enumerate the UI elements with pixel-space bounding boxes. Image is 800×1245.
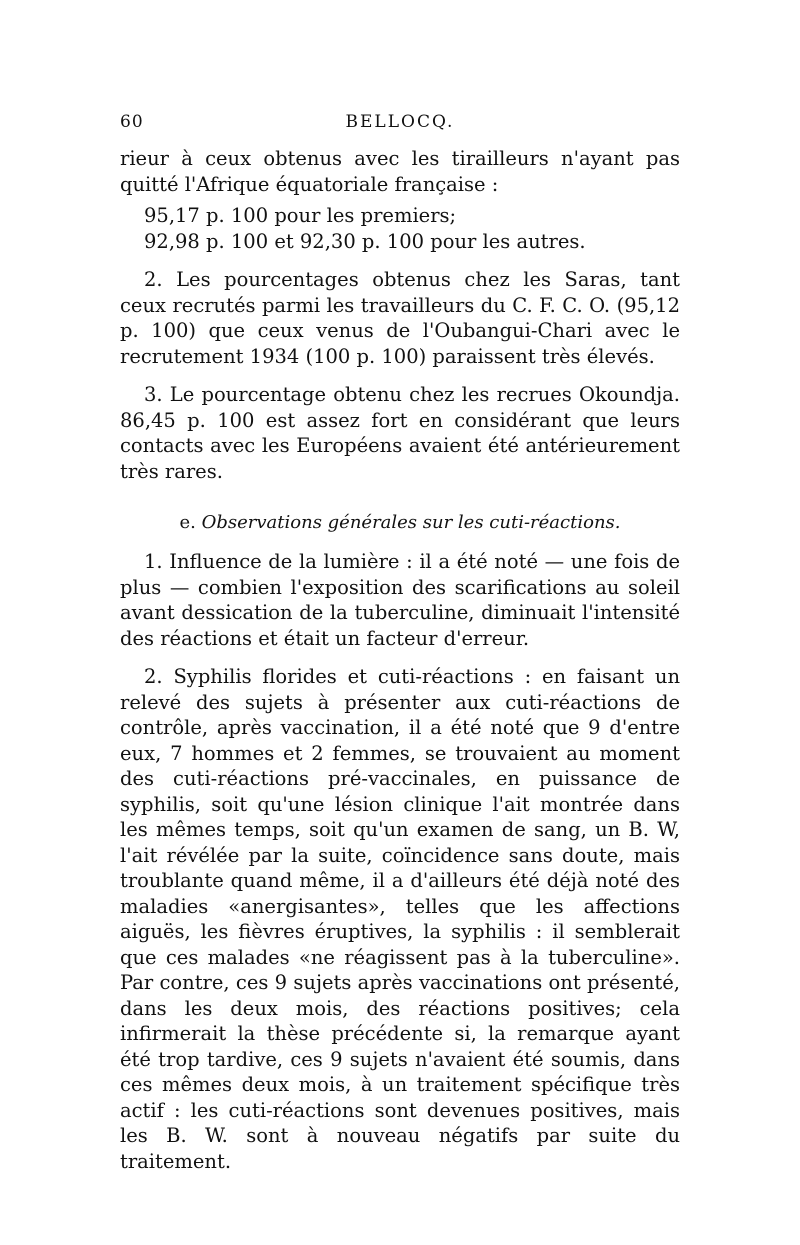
observation-2: 2. Syphilis florides et cuti-réactions : en faisant un relevé des sujets à présenter aux cuti-réactions de contrôle, après vaccination, il a été noté que 9 d'entre eux, 7 hommes et 2 femmes, se trouvaient au moment des cuti-réactions pré-vaccinales, en puissance de syphilis, soit qu'une lésion clinique l'ait montrée dans les mêmes temps, soit qu'un examen de sang, un B. W, l'ait révélée par la suite, coïncidence sans doute, mais troublante quand même, il a d'ailleurs été déjà noté des maladies «anergisantes», telles que les affections aiguës, les fièvres éruptives, la syphilis : il semblerait que ces malades «ne réagissent pas à la tuberculine». Par contre, ces 9 sujets après vaccinations ont présenté, dans les deux mois, des réactions positives; cela infirmerait la thèse précédente si, la remarque ayant été trop tardive, ces 9 sujets n'avaient été soumis, dans ces mêmes deux mois, à un traitement spécifique très actif : les cuti-réactions sont devenues positives, mais les B. W. sont à nouveau négatifs par suite du traitement. (120, 665, 680, 1173)
observation-1: 1. Influence de la lumière : il a été noté — une fois de plus — combien l'exposition des scarifications au soleil avant dessication de la tuberculine, diminuait l'intensité des réactions et était un facteur d'erreur. (120, 550, 680, 650)
page-header (120, 112, 680, 146)
intro-paragraph: rieur à ceux obtenus avec les tirailleurs n'ayant pas quitté l'Afrique équatoriale française : (120, 147, 680, 196)
section-letter: e. (179, 512, 196, 533)
paragraph-point-3: 3. Le pourcentage obtenu chez les recrues Okoundja. 86,45 p. 100 est assez fort en considérant que leurs contacts avec les Européens avaient été antérieurement très rares. (120, 383, 680, 483)
book-page (120, 112, 680, 1174)
section-title: Observations générales sur les cuti-réactions. (201, 512, 621, 533)
page-number: 60 (120, 112, 144, 132)
section-heading (120, 510, 680, 536)
paragraph-point-2: 2. Les pourcentages obtenus chez les Saras, tant ceux recrutés parmi les travailleurs du C. F. C. O. (95,12 p. 100) que ceux venus de l'Oubangui-Chari avec le recrutement 1934 (100 p. 100) paraissent très élevés. (120, 268, 680, 368)
list-line: 92,98 p. 100 et 92,30 p. 100 pour les autres. (144, 229, 586, 253)
running-head: BELLOCQ. (345, 112, 455, 132)
list-line: 95,17 p. 100 pour les premiers; (144, 204, 457, 227)
